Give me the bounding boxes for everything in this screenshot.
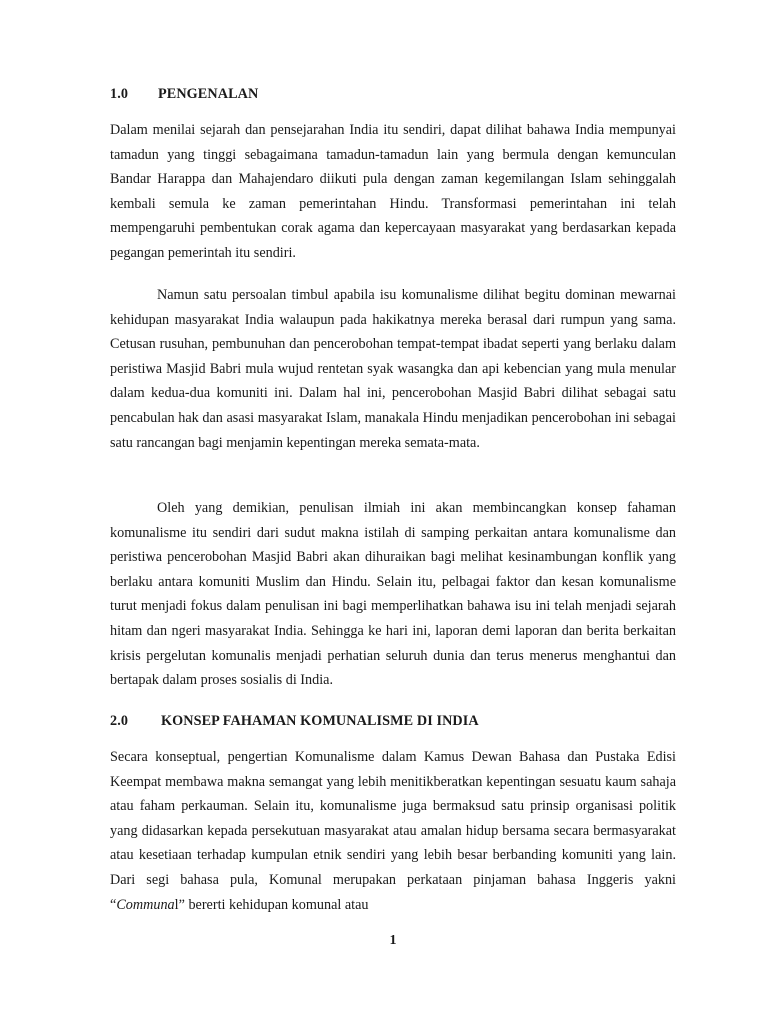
section-number: 1.0 — [110, 86, 129, 102]
paragraph-communalism-issue: Namun satu persoalan timbul apabila isu komunalisme dilihat begitu dominan mewarnai kehidupan masyarakat India walaupun pada hakikatnya mereka berasal dari rumpun yang sama. Cetusan rusuhan, pembunuhan dan pencerobohan tempat-tempat ibadat seperti yang berlaku dalam peristiwa Masjid Babri mula wujud rentetan syak wasangka dan api kebencian yang mula menular dalam kedua-dua komuniti ini. Dalam hal ini, pencerobohan Masjid Babri dilihat sebagai satu pencabulan hak dan asasi masyarakat Islam, manakala Hindu menjadikan pencerobohan ini sebagai satu rancangan bagi menjamin kepentingan mereka semata-mata. — [110, 287, 676, 451]
paragraph-text-end: l” bererti kehidupan komunal atau — [174, 896, 369, 913]
section-title: KONSEP FAHAMAN KOMUNALISME DI INDIA — [161, 713, 479, 729]
paragraph-concept — [110, 745, 676, 917]
section-heading-pengenalan — [110, 86, 258, 103]
paragraph-scope: Oleh yang demikian, penulisan ilmiah ini akan membincangkan konsep fahaman komunalisme itu sendiri dari sudut makna istilah di samping perkaitan antara komunalisme dan peristiwa pencerobohan Masjid Babri akan dihuraikan bagi melihat kesinambungan konflik yang berlaku antara komuniti Muslim dan Hindu. Selain itu, pelbagai faktor dan kesan komunalisme turut menjadi fokus dalam penulisan ini bagi memperlihatkan bahawa isu ini telah menjadi sejarah hitam dan ngeri masyarakat India. Sehingga ke hari ini, laporan demi laporan dan berita berkaitan krisis pergelutan komunalis menjadi perhatian seluruh dunia dan terus menerus menghantui dan bertapak dalam proses sosialis di India. — [110, 500, 676, 689]
paragraph-intro: Dalam menilai sejarah dan pensejarahan India itu sendiri, dapat dilihat bahawa India mempunyai tamadun yang tinggi sebagaimana tamadun-tamadun lain yang bermula dengan kemunculan Bandar Harappa dan Mahajendaro diikuti pula dengan zaman kegemilangan Islam sehinggalah kembali semula ke zaman pemerintahan Hindu. Transformasi pemerintahan ini telah mempengaruhi pembentukan corak agama dan kepercayaan masyarakat yang berdasarkan kepada pegangan pemerintah itu sendiri. — [110, 122, 676, 261]
section-heading-konsep — [110, 713, 479, 730]
page-number: 1 — [389, 933, 397, 948]
section-number: 2.0 — [110, 713, 129, 729]
italic-term: Communa — [116, 896, 175, 913]
section-title: PENGENALAN — [158, 86, 259, 102]
paragraph-text: Secara konseptual, pengertian Komunalisme dalam Kamus Dewan Bahasa dan Pustaka Edisi Keempat membawa makna semangat yang lebih menitikberatkan kepentingan sesuatu kaum sahaja atau faham perkauman. Selain itu, komunalisme juga bermaksud satu prinsip organisasi politik yang didasarkan kepada persekutuan masyarakat atau amalan hidup bersama secara bermasyarakat atau kesetiaan terhadap kumpulan etnik sendiri yang lebih besar berbanding komuniti yang lain. Dari segi bahasa pula, Komunal merupakan perkataan pinjaman bahasa Inggeris yakni “ — [110, 749, 676, 913]
